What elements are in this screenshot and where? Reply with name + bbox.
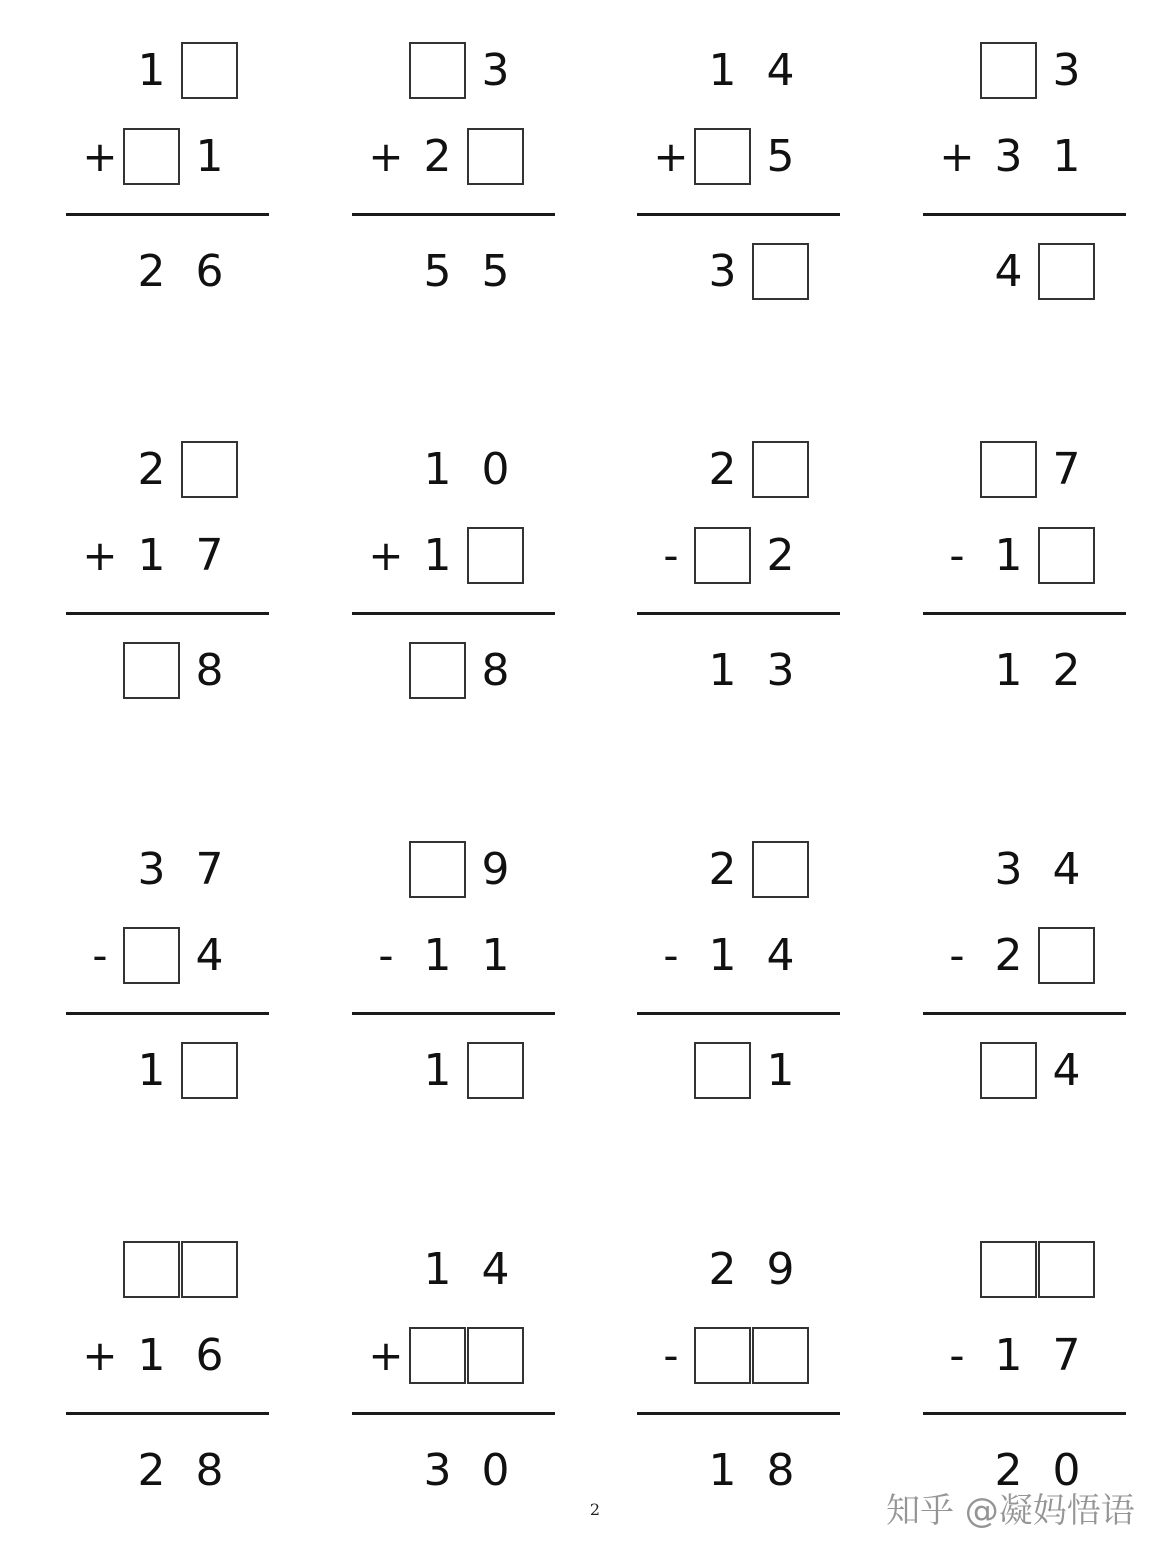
result-ones-blank-box[interactable] [467,1042,524,1099]
top-tens-blank-box[interactable] [980,42,1037,99]
result-tens-digit: 2 [994,1444,1023,1496]
plus-sign: + [939,131,975,181]
plus-sign: + [653,131,689,181]
plus-sign: + [82,530,118,580]
bottom-ones-blank-box[interactable] [467,527,524,584]
top-ones-blank-box[interactable] [1038,1241,1095,1298]
top-ones-digit: 9 [481,843,510,895]
sum-line [637,213,840,216]
result-tens-digit: 1 [708,644,737,696]
top-ones-digit: 7 [195,843,224,895]
minus-sign: - [949,1330,965,1380]
bottom-ones-blank-box[interactable] [1038,527,1095,584]
top-ones-digit: 4 [766,44,795,96]
bottom-ones-digit: 4 [195,929,224,981]
minus-sign: - [663,930,679,980]
bottom-tens-blank-box[interactable] [694,1327,751,1384]
top-tens-digit: 3 [994,843,1023,895]
result-tens-digit: 2 [137,245,166,297]
bottom-tens-digit: 1 [994,1329,1023,1381]
problem-3 [637,42,847,362]
result-tens-digit: 4 [994,245,1023,297]
bottom-ones-digit: 6 [195,1329,224,1381]
bottom-ones-blank-box[interactable] [752,1327,809,1384]
bottom-ones-digit: 1 [481,929,510,981]
page-number: 2 [589,1500,601,1519]
problem-9 [66,841,276,1161]
bottom-tens-digit: 1 [423,529,452,581]
sum-line [66,612,269,615]
bottom-tens-digit: 1 [137,529,166,581]
problem-4 [923,42,1133,362]
bottom-ones-digit: 1 [1052,130,1081,182]
top-ones-blank-box[interactable] [181,1241,238,1298]
sum-line [923,1412,1126,1415]
problem-1 [66,42,276,362]
problem-11 [637,841,847,1161]
plus-sign: + [82,131,118,181]
result-tens-blank-box[interactable] [409,642,466,699]
minus-sign: - [949,930,965,980]
bottom-tens-blank-box[interactable] [694,128,751,185]
watermark: 知乎 @凝妈悟语 [886,1491,1135,1531]
result-ones-digit: 0 [481,1444,510,1496]
result-tens-blank-box[interactable] [123,642,180,699]
result-tens-blank-box[interactable] [694,1042,751,1099]
result-ones-digit: 1 [766,1044,795,1096]
sum-line [637,612,840,615]
result-tens-digit: 3 [708,245,737,297]
result-tens-digit: 5 [423,245,452,297]
result-tens-digit: 1 [994,644,1023,696]
top-ones-blank-box[interactable] [181,441,238,498]
problem-5 [66,441,276,761]
top-ones-digit: 0 [481,443,510,495]
result-ones-blank-box[interactable] [1038,243,1095,300]
sum-line [66,1012,269,1015]
bottom-tens-blank-box[interactable] [409,1327,466,1384]
sum-line [637,1012,840,1015]
sum-line [66,1412,269,1415]
minus-sign: - [949,530,965,580]
result-ones-blank-box[interactable] [752,243,809,300]
problem-6 [352,441,562,761]
top-tens-digit: 3 [137,843,166,895]
minus-sign: - [663,1330,679,1380]
top-tens-blank-box[interactable] [409,42,466,99]
problem-10 [352,841,562,1161]
top-tens-blank-box[interactable] [123,1241,180,1298]
minus-sign: - [378,930,394,980]
top-tens-digit: 2 [708,1243,737,1295]
problem-2 [352,42,562,362]
result-ones-digit: 8 [481,644,510,696]
top-tens-digit: 2 [137,443,166,495]
result-tens-digit: 1 [423,1044,452,1096]
result-ones-digit: 8 [195,1444,224,1496]
minus-sign: - [663,530,679,580]
bottom-ones-blank-box[interactable] [1038,927,1095,984]
top-ones-digit: 4 [1052,843,1081,895]
result-tens-digit: 2 [137,1444,166,1496]
top-tens-digit: 1 [137,44,166,96]
result-ones-blank-box[interactable] [181,1042,238,1099]
bottom-ones-blank-box[interactable] [467,128,524,185]
bottom-ones-digit: 4 [766,929,795,981]
result-ones-digit: 8 [195,644,224,696]
problem-15 [637,1241,847,1561]
plus-sign: + [368,530,404,580]
result-ones-digit: 4 [1052,1044,1081,1096]
bottom-tens-blank-box[interactable] [123,927,180,984]
top-tens-blank-box[interactable] [409,841,466,898]
plus-sign: + [368,1330,404,1380]
result-ones-digit: 3 [766,644,795,696]
result-ones-digit: 0 [1052,1444,1081,1496]
bottom-tens-digit: 1 [708,929,737,981]
minus-sign: - [92,930,108,980]
bottom-tens-digit: 1 [423,929,452,981]
problem-14 [352,1241,562,1561]
top-tens-digit: 2 [708,843,737,895]
result-ones-digit: 8 [766,1444,795,1496]
sum-line [923,213,1126,216]
result-ones-digit: 6 [195,245,224,297]
top-ones-digit: 9 [766,1243,795,1295]
top-tens-digit: 2 [708,443,737,495]
result-tens-digit: 1 [137,1044,166,1096]
sum-line [352,1412,555,1415]
problem-13 [66,1241,276,1561]
top-ones-blank-box[interactable] [752,841,809,898]
sum-line [923,612,1126,615]
top-tens-blank-box[interactable] [980,1241,1037,1298]
bottom-tens-digit: 3 [994,130,1023,182]
top-ones-digit: 4 [481,1243,510,1295]
bottom-ones-digit: 5 [766,130,795,182]
bottom-tens-digit: 1 [137,1329,166,1381]
bottom-tens-digit: 2 [423,130,452,182]
sum-line [352,1012,555,1015]
result-ones-digit: 2 [1052,644,1081,696]
bottom-tens-digit: 2 [994,929,1023,981]
sum-line [352,612,555,615]
top-ones-digit: 7 [1052,443,1081,495]
bottom-ones-blank-box[interactable] [467,1327,524,1384]
top-ones-blank-box[interactable] [752,441,809,498]
bottom-ones-digit: 7 [1052,1329,1081,1381]
sum-line [637,1412,840,1415]
result-tens-blank-box[interactable] [980,1042,1037,1099]
top-ones-digit: 3 [481,44,510,96]
bottom-ones-digit: 1 [195,130,224,182]
problem-12 [923,841,1133,1161]
result-tens-digit: 3 [423,1444,452,1496]
top-tens-digit: 1 [423,1243,452,1295]
bottom-tens-blank-box[interactable] [123,128,180,185]
top-ones-blank-box[interactable] [181,42,238,99]
top-ones-digit: 3 [1052,44,1081,96]
plus-sign: + [82,1330,118,1380]
bottom-tens-digit: 1 [994,529,1023,581]
bottom-ones-digit: 7 [195,529,224,581]
bottom-ones-digit: 2 [766,529,795,581]
bottom-tens-blank-box[interactable] [694,527,751,584]
plus-sign: + [368,131,404,181]
problem-7 [637,441,847,761]
result-tens-digit: 1 [708,1444,737,1496]
sum-line [923,1012,1126,1015]
top-tens-blank-box[interactable] [980,441,1037,498]
sum-line [352,213,555,216]
top-tens-digit: 1 [423,443,452,495]
top-tens-digit: 1 [708,44,737,96]
sum-line [66,213,269,216]
problem-8 [923,441,1133,761]
result-ones-digit: 5 [481,245,510,297]
